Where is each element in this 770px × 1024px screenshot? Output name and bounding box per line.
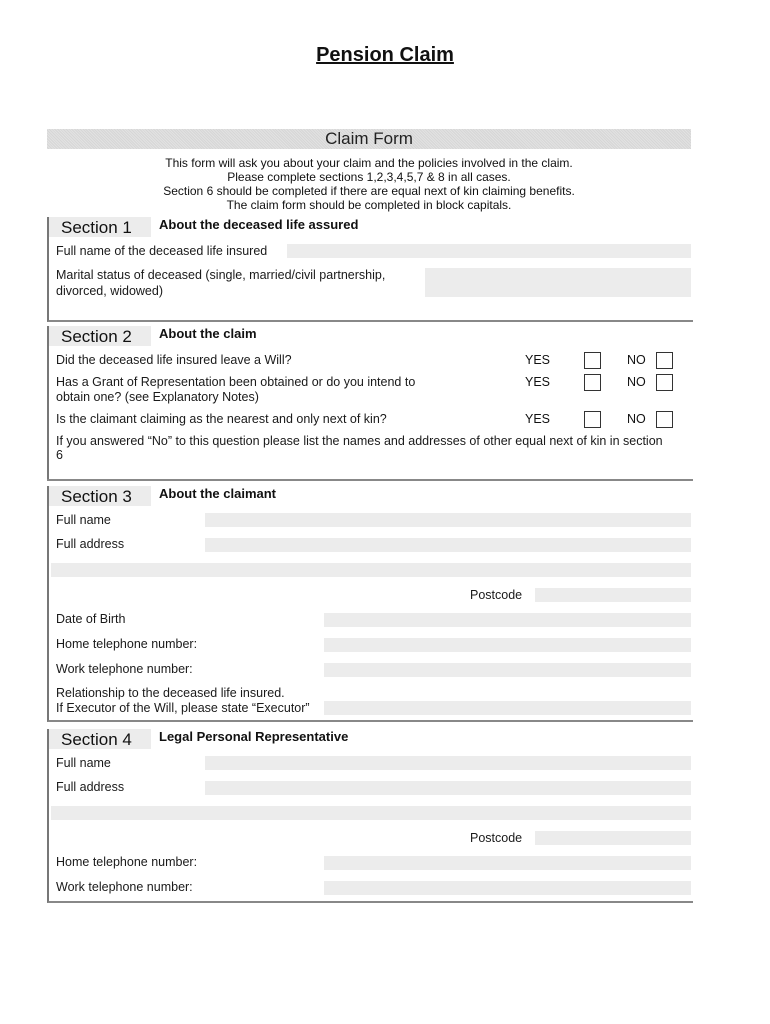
section-1 <box>47 217 693 322</box>
grant-no-checkbox[interactable] <box>656 374 673 391</box>
section-divider <box>47 479 693 481</box>
lpr-home-tel-field[interactable] <box>324 856 691 870</box>
lpr-address-field-2[interactable] <box>51 806 691 820</box>
lpr-name-field[interactable] <box>205 756 691 770</box>
claimant-postcode-label: Postcode <box>470 588 523 602</box>
intro-line: Section 6 should be completed if there are equal next of kin claiming benefits. <box>163 184 575 198</box>
intro-line: This form will ask you about your claim and the policies involved in the claim. <box>165 156 573 170</box>
lpr-postcode-label: Postcode <box>470 831 523 845</box>
no-label: NO <box>627 375 646 389</box>
form-header-bar <box>47 129 691 149</box>
lpr-postcode-field[interactable] <box>535 831 691 845</box>
lpr-address-label: Full address <box>56 780 125 794</box>
claimant-name-label: Full name <box>56 513 111 527</box>
claimant-address-label: Full address <box>56 537 125 551</box>
next-of-kin-question: Is the claimant claiming as the nearest and only next of kin? <box>56 412 387 426</box>
section-4-tab: Section 4 <box>49 729 151 749</box>
marital-status-label-2: divorced, widowed) <box>56 284 163 298</box>
section-2 <box>47 326 693 479</box>
section-1-tab: Section 1 <box>49 217 151 237</box>
claimant-home-tel-label: Home telephone number: <box>56 637 198 651</box>
claimant-name-field[interactable] <box>205 513 691 527</box>
claimant-work-tel-label: Work telephone number: <box>56 662 193 676</box>
yes-label: YES <box>525 353 551 367</box>
deceased-name-field[interactable] <box>287 244 691 258</box>
no-label: NO <box>627 412 646 426</box>
claimant-address-field-1[interactable] <box>205 538 691 552</box>
grant-yes-checkbox[interactable] <box>584 374 601 391</box>
will-question: Did the deceased life insured leave a Will? <box>56 353 292 367</box>
grant-question-2: obtain one? (see Explanatory Notes) <box>56 390 259 404</box>
lpr-address-field-1[interactable] <box>205 781 691 795</box>
next-of-kin-note-1: If you answered “No” to this question please list the names and addresses of other equal next of kin in section <box>56 434 663 448</box>
lpr-work-tel-field[interactable] <box>324 881 691 895</box>
no-label: NO <box>627 353 646 367</box>
section-3 <box>47 486 693 722</box>
intro-text <box>47 156 691 212</box>
lpr-home-tel-label: Home telephone number: <box>56 855 198 869</box>
will-yes-checkbox[interactable] <box>584 352 601 369</box>
section-1-heading: About the deceased life assured <box>159 217 359 232</box>
claimant-work-tel-field[interactable] <box>324 663 691 677</box>
yes-label: YES <box>525 375 551 389</box>
kin-yes-checkbox[interactable] <box>584 411 601 428</box>
intro-line: Please complete sections 1,2,3,4,5,7 & 8 in all cases. <box>227 170 511 184</box>
claimant-address-field-2[interactable] <box>51 563 691 577</box>
grant-question-1: Has a Grant of Representation been obtained or do you intend to <box>56 375 416 389</box>
form-header: Claim Form <box>325 129 413 148</box>
intro-line: The claim form should be completed in block capitals. <box>226 198 512 212</box>
marital-status-field[interactable] <box>425 268 691 297</box>
yes-label: YES <box>525 412 551 426</box>
claimant-dob-label: Date of Birth <box>56 612 126 626</box>
claimant-dob-field[interactable] <box>324 613 691 627</box>
page-title: Pension Claim <box>316 44 454 66</box>
relationship-label-1: Relationship to the deceased life insured. <box>56 686 285 700</box>
section-3-heading: About the claimant <box>159 486 277 501</box>
claimant-postcode-field[interactable] <box>535 588 691 602</box>
section-3-tab: Section 3 <box>49 486 151 506</box>
deceased-name-label: Full name of the deceased life insured <box>56 244 268 258</box>
relationship-label-2: If Executor of the Will, please state “Executor” <box>56 701 310 715</box>
kin-no-checkbox[interactable] <box>656 411 673 428</box>
marital-status-label-1: Marital status of deceased (single, married/civil partnership, <box>56 268 386 282</box>
section-2-heading: About the claim <box>159 326 257 341</box>
relationship-field[interactable] <box>324 701 691 715</box>
next-of-kin-note-2: 6 <box>56 448 63 462</box>
section-4-heading: Legal Personal Representative <box>159 729 349 744</box>
claimant-home-tel-field[interactable] <box>324 638 691 652</box>
lpr-work-tel-label: Work telephone number: <box>56 880 193 894</box>
will-no-checkbox[interactable] <box>656 352 673 369</box>
lpr-name-label: Full name <box>56 756 111 770</box>
section-2-tab: Section 2 <box>49 326 151 346</box>
section-4 <box>47 729 693 903</box>
